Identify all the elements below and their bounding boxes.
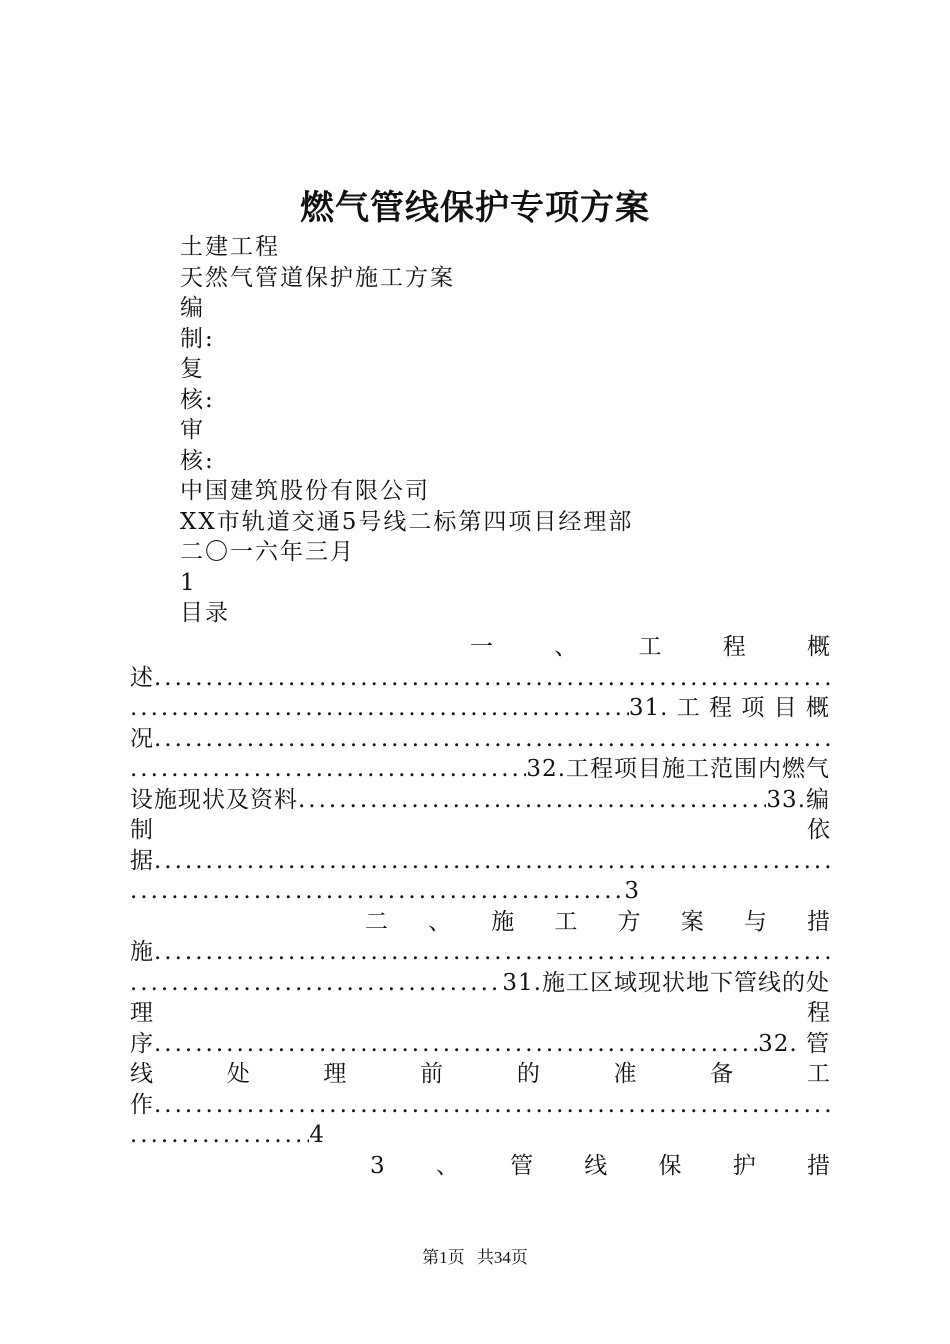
toc-line — [130, 876, 640, 907]
toc-leader — [154, 663, 830, 694]
table-of-contents — [130, 632, 830, 1181]
info-line: 二〇一六年三月 — [180, 539, 355, 565]
info-line: 复 — [180, 356, 205, 382]
toc-line — [130, 937, 830, 968]
toc-char: 备 — [710, 1061, 734, 1087]
toc-leader — [154, 1090, 830, 1121]
toc-leader — [154, 937, 830, 968]
info-line: 编 — [180, 295, 205, 321]
toc-text: 31. 工 程 项 目 概 — [628, 695, 830, 721]
toc-line — [130, 785, 830, 816]
info-line: 制: — [180, 325, 215, 352]
toc-text: 4 — [309, 1122, 325, 1148]
toc-char: 方 — [617, 908, 641, 935]
toc-leader — [154, 724, 830, 755]
toc-line — [130, 998, 830, 1029]
toc-char: 措 — [806, 908, 830, 935]
cover-info — [180, 232, 633, 629]
info-line: 审 — [180, 417, 205, 443]
info-line: 核: — [180, 386, 215, 413]
info-line: 目录 — [180, 600, 230, 626]
toc-line — [130, 1090, 830, 1121]
toc-text: 32. 管 — [758, 1030, 830, 1057]
toc-char: 理 — [323, 1061, 347, 1087]
toc-leader — [130, 876, 624, 907]
toc-line — [130, 907, 830, 938]
toc-char: 前 — [420, 1061, 444, 1087]
toc-char: 3 — [370, 1152, 385, 1179]
toc-line — [130, 1151, 830, 1182]
toc-char: 依 — [807, 817, 830, 843]
toc-char: 、 — [428, 908, 452, 935]
toc-char: 一 — [470, 634, 493, 660]
toc-line — [130, 724, 830, 755]
toc-char: 制 — [130, 817, 153, 843]
toc-text: 32.工程项目施工范围内燃气 — [526, 756, 830, 782]
toc-text: 述 — [130, 664, 154, 691]
toc-char: 程 — [722, 634, 746, 660]
toc-text: 3 — [624, 878, 640, 904]
toc-leader — [154, 846, 830, 877]
toc-char: 准 — [613, 1061, 637, 1087]
info-line: 核: — [180, 447, 215, 474]
info-line: XX市轨道交通5号线二标第四项目经理部 — [180, 508, 634, 535]
info-line: 天然气管道保护施工方案 — [180, 264, 455, 291]
toc-char: 工 — [554, 908, 578, 935]
toc-text: 31.施工区域现状地下管线的处 — [502, 969, 830, 996]
toc-leader — [154, 1029, 758, 1060]
page-total: 共34页 — [476, 1248, 528, 1267]
toc-line — [130, 663, 830, 694]
toc-line — [130, 968, 830, 999]
toc-char: 案 — [680, 908, 704, 935]
info-line: 1 — [180, 569, 197, 596]
document-title: 燃气管线保护专项方案 — [300, 188, 650, 228]
toc-char: 工 — [638, 634, 662, 660]
toc-char: 施 — [491, 908, 515, 935]
toc-char: 概 — [807, 634, 830, 660]
toc-char: 线 — [584, 1152, 608, 1179]
toc-char: 的 — [516, 1061, 540, 1087]
toc-leader — [130, 693, 629, 724]
toc-char: 、 — [554, 634, 578, 660]
toc-line — [130, 754, 830, 785]
toc-line — [130, 1120, 325, 1151]
toc-line — [130, 815, 830, 846]
toc-text: 据 — [130, 847, 154, 874]
toc-char: 程 — [807, 1000, 830, 1026]
toc-text: 作 — [130, 1091, 154, 1118]
toc-char: 理 — [130, 1000, 153, 1026]
toc-line — [130, 693, 830, 724]
toc-text: 33.编 — [766, 786, 830, 813]
page-footer — [0, 1243, 950, 1268]
toc-char: 、 — [435, 1152, 459, 1179]
toc-text: 施 — [130, 939, 154, 965]
toc-char: 保 — [658, 1152, 682, 1179]
toc-char: 措 — [806, 1152, 830, 1179]
info-line: 土建工程 — [180, 234, 280, 260]
page-number: 第1页 — [422, 1248, 465, 1267]
toc-char: 二 — [365, 908, 388, 935]
toc-char: 护 — [732, 1152, 756, 1179]
toc-text: 序 — [130, 1030, 154, 1057]
toc-line — [130, 846, 830, 877]
toc-char: 与 — [743, 908, 767, 935]
toc-char: 处 — [226, 1061, 250, 1087]
toc-char: 工 — [806, 1061, 830, 1087]
toc-char: 线 — [130, 1061, 153, 1087]
toc-leader — [298, 785, 766, 816]
toc-leader — [130, 968, 502, 999]
toc-line — [130, 1059, 830, 1090]
toc-text: 设施现状及资料 — [130, 786, 298, 813]
toc-text: 况 — [130, 725, 154, 752]
toc-line — [130, 1029, 830, 1060]
toc-char: 管 — [510, 1152, 534, 1179]
toc-line — [130, 632, 830, 663]
toc-leader — [130, 754, 526, 785]
toc-leader — [130, 1120, 309, 1151]
info-line: 中国建筑股份有限公司 — [180, 478, 430, 504]
